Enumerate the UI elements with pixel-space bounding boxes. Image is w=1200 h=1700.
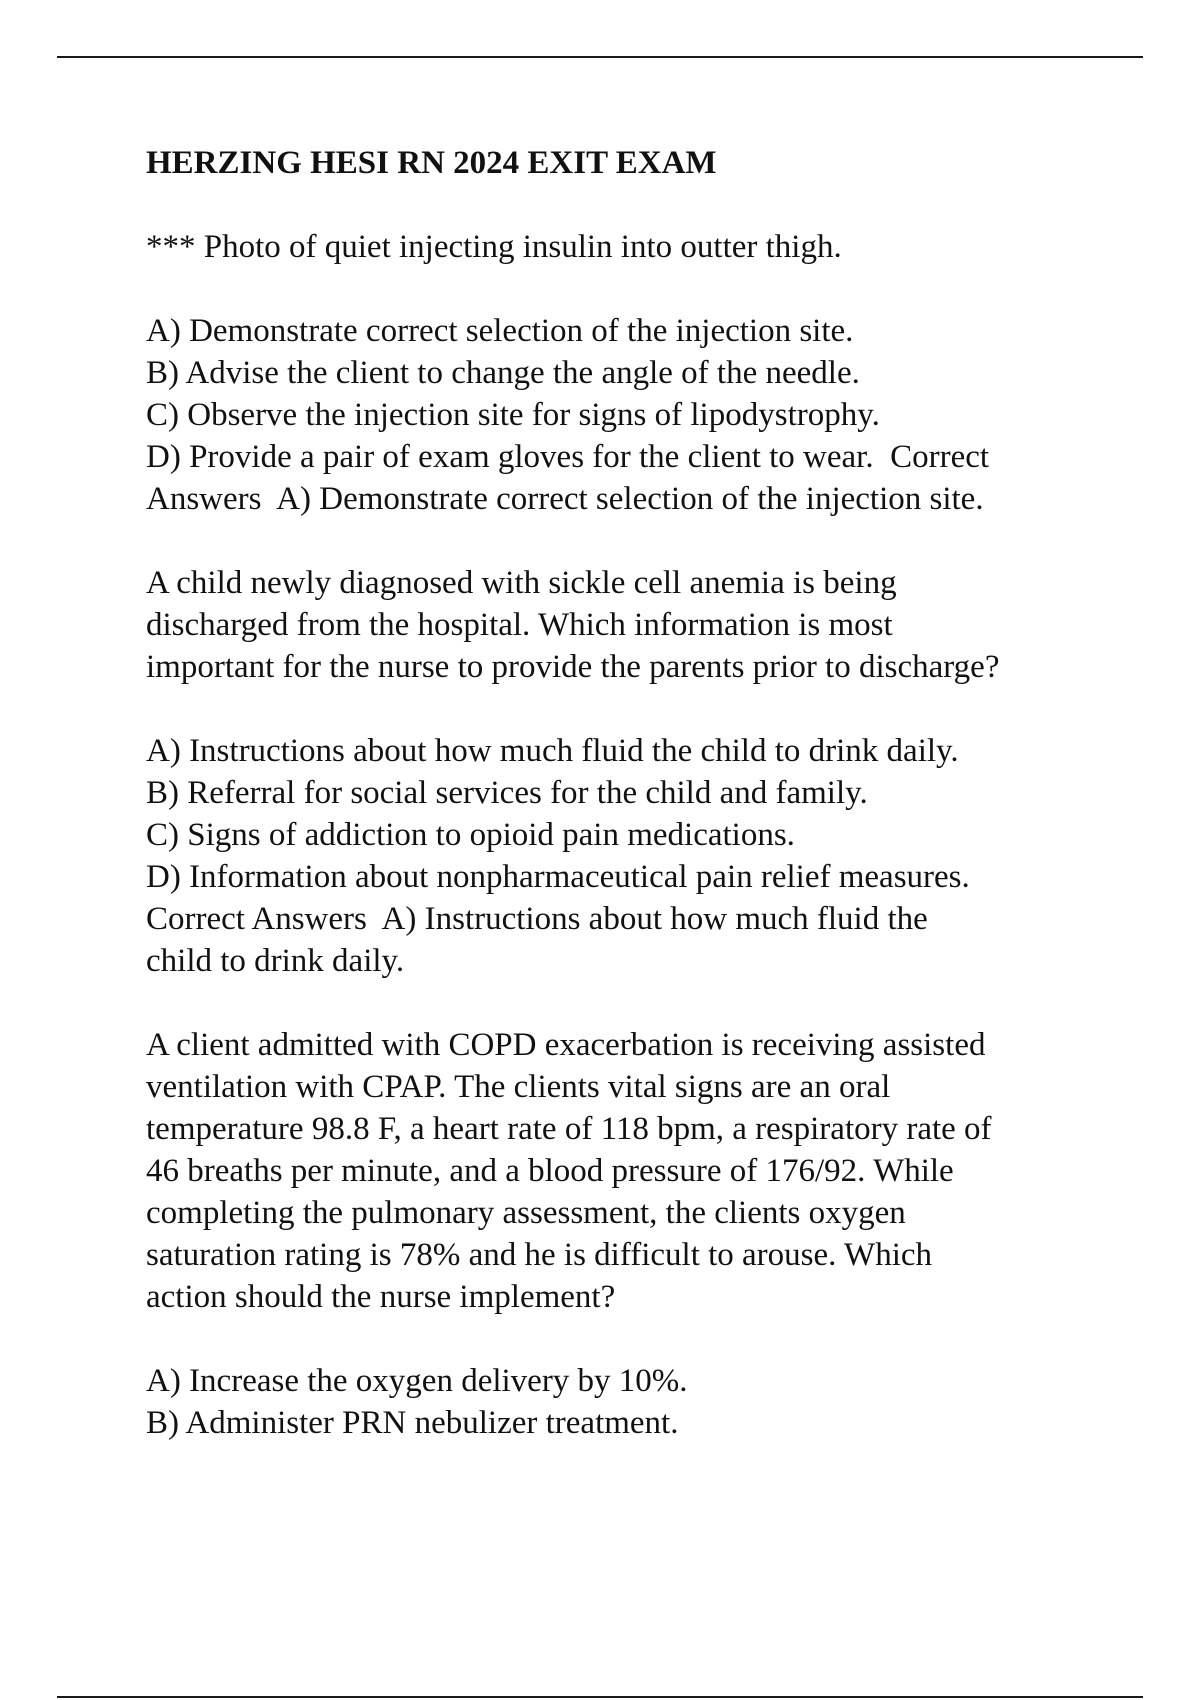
question-3-options bbox=[146, 1360, 1106, 1444]
question-1-options bbox=[146, 310, 1106, 520]
stem-line: saturation rating is 78% and he is difficult to arouse. Which bbox=[146, 1237, 933, 1273]
stem-line: A client admitted with COPD exacerbation is receiving assisted bbox=[146, 1027, 986, 1063]
stem-line: temperature 98.8 F, a heart rate of 118 bpm, a respiratory rate of bbox=[146, 1111, 992, 1147]
option-line: C) Observe the injection site for signs of lipodystrophy. bbox=[146, 397, 880, 433]
stem-line: 46 breaths per minute, and a blood pressure of 176/92. While bbox=[146, 1153, 954, 1189]
stem-line: A child newly diagnosed with sickle cell anemia is being bbox=[146, 565, 897, 601]
option-line: D) Provide a pair of exam gloves for the client to wear. Correct bbox=[146, 439, 990, 475]
document-body bbox=[146, 142, 1106, 1486]
document-title: HERZING HESI RN 2024 EXIT EXAM bbox=[146, 145, 717, 181]
question-2-stem bbox=[146, 562, 1106, 688]
question-2-options bbox=[146, 730, 1106, 982]
stem-line: ventilation with CPAP. The clients vital signs are an oral bbox=[146, 1069, 891, 1105]
stem-line: action should the nurse implement? bbox=[146, 1279, 616, 1315]
answer-line: Correct Answers A) Instructions about how much fluid the bbox=[146, 901, 928, 937]
stem-line: important for the nurse to provide the parents prior to discharge? bbox=[146, 649, 1000, 685]
bottom-divider bbox=[57, 1696, 1143, 1698]
stem-line: discharged from the hospital. Which information is most bbox=[146, 607, 893, 643]
option-line: A) Demonstrate correct selection of the injection site. bbox=[146, 313, 854, 349]
answer-line: child to drink daily. bbox=[146, 943, 405, 979]
option-line: B) Administer PRN nebulizer treatment. bbox=[146, 1405, 679, 1441]
top-divider bbox=[57, 56, 1143, 58]
question-3-stem bbox=[146, 1024, 1106, 1318]
option-line: A) Increase the oxygen delivery by 10%. bbox=[146, 1363, 688, 1399]
option-line: B) Referral for social services for the child and family. bbox=[146, 775, 868, 811]
option-line: A) Instructions about how much fluid the child to drink daily. bbox=[146, 733, 959, 769]
stem-line: completing the pulmonary assessment, the clients oxygen bbox=[146, 1195, 906, 1231]
question-1-stem bbox=[146, 226, 1106, 268]
option-line: C) Signs of addiction to opioid pain medications. bbox=[146, 817, 795, 853]
stem-line: *** Photo of quiet injecting insulin into outter thigh. bbox=[146, 229, 842, 265]
option-line: B) Advise the client to change the angle of the needle. bbox=[146, 355, 860, 391]
option-line: D) Information about nonpharmaceutical pain relief measures. bbox=[146, 859, 970, 895]
answer-line: Answers A) Demonstrate correct selection of the injection site. bbox=[146, 481, 984, 517]
